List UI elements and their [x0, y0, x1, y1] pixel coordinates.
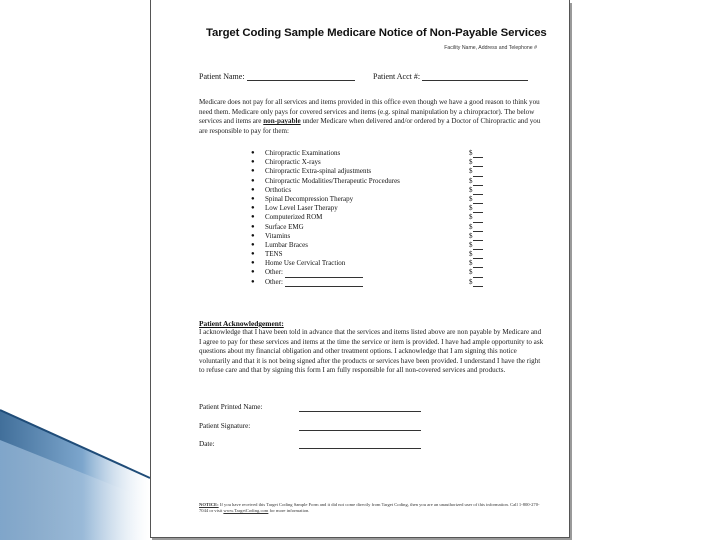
price-symbol: $	[469, 231, 473, 240]
price-blank[interactable]	[473, 242, 483, 250]
service-item	[251, 204, 471, 213]
service-name: Chiropractic Extra-spinal adjustments	[265, 167, 372, 176]
date-label: Date:	[199, 440, 215, 448]
price-symbol: $	[469, 185, 473, 194]
price-blank[interactable]	[473, 224, 483, 232]
acknowledgement-heading: Patient Acknowledgement:	[199, 319, 284, 328]
price-blank[interactable]	[473, 178, 483, 186]
patient-name-label: Patient Name:	[199, 72, 245, 81]
price-symbol: $	[469, 259, 473, 268]
bullet-icon: ●	[251, 168, 255, 175]
service-price	[469, 177, 483, 186]
bullet-icon: ●	[251, 269, 255, 276]
service-price	[469, 241, 483, 250]
service-name: Chiropractic X-rays	[265, 158, 321, 167]
intro-paragraph	[199, 98, 544, 136]
patient-name-blank[interactable]	[247, 72, 355, 81]
price-symbol: $	[469, 194, 473, 203]
service-name: Orthotics	[265, 185, 292, 194]
price-symbol: $	[469, 268, 473, 277]
price-blank[interactable]	[473, 260, 483, 268]
price-symbol: $	[469, 213, 473, 222]
other-service-blank[interactable]	[285, 270, 363, 278]
service-item	[251, 268, 471, 277]
patient-acct-label: Patient Acct #:	[373, 72, 421, 81]
service-name-text: Other:	[265, 268, 283, 277]
service-price	[469, 223, 483, 232]
bullet-icon: ●	[251, 195, 255, 202]
patient-name-field	[199, 72, 355, 81]
patient-acct-field	[373, 72, 528, 81]
service-price	[469, 232, 483, 241]
notice-tail: for more information.	[269, 508, 310, 514]
service-item	[251, 195, 471, 204]
service-name	[265, 278, 363, 287]
service-name: Home Use Cervical Traction	[265, 259, 346, 268]
other-service-blank[interactable]	[285, 279, 363, 287]
price-symbol: $	[469, 277, 473, 286]
bullet-icon: ●	[251, 205, 255, 212]
service-name: Computerized ROM	[265, 213, 323, 222]
bullet-icon: ●	[251, 241, 255, 248]
service-name	[265, 268, 363, 277]
price-symbol: $	[469, 149, 473, 157]
service-price	[469, 213, 483, 222]
price-symbol: $	[469, 240, 473, 249]
service-price	[469, 186, 483, 195]
bullet-icon: ●	[251, 251, 255, 258]
notice-document	[150, 0, 570, 538]
service-item	[251, 158, 471, 167]
service-item	[251, 177, 471, 186]
service-price	[469, 149, 483, 158]
price-symbol: $	[469, 222, 473, 231]
bullet-icon: ●	[251, 278, 255, 285]
price-blank[interactable]	[473, 196, 483, 204]
price-blank[interactable]	[473, 270, 483, 278]
services-list	[251, 149, 471, 287]
notice-footer	[199, 502, 544, 515]
service-item	[251, 250, 471, 259]
bullet-icon: ●	[251, 150, 255, 156]
service-price	[469, 158, 483, 167]
price-blank[interactable]	[473, 159, 483, 167]
bullet-icon: ●	[251, 186, 255, 193]
signature-label: Patient Signature:	[199, 422, 251, 430]
bullet-icon: ●	[251, 214, 255, 221]
bullet-icon: ●	[251, 232, 255, 239]
intro-text-1: Medicare does not pay for all services and items provided in this office even though we have a good reason to think you need them. Medicare only pays for covered services and items (e.g. spinal manipulation by a chiropractor). The below services and items are	[199, 98, 540, 126]
price-blank[interactable]	[473, 251, 483, 259]
price-blank[interactable]	[473, 169, 483, 177]
notice-link[interactable]: www.TargetCoding.com	[223, 508, 269, 514]
service-item	[251, 278, 471, 287]
service-price	[469, 259, 483, 268]
service-item	[251, 149, 471, 158]
facility-placeholder: Facility Name, Address and Telephone #	[444, 45, 537, 51]
service-name: Lumbar Braces	[265, 240, 308, 249]
price-symbol: $	[469, 204, 473, 213]
service-item	[251, 186, 471, 195]
service-item	[251, 232, 471, 241]
service-price	[469, 268, 483, 277]
notice-text: If you have received this Target Coding Sample Form and it did not come directly from Target Coding, then you are an unauthorized user of this information. Call 1-800-270-7044 or visit	[199, 502, 540, 514]
acknowledgement-paragraph: I acknowledge that I have been told in advance that the services and items listed above are non payable by Medicare and I agree to pay for these services and items at the time the service or item is provided. I have had ample opportunity to ask questions about my financial obligation and other treatment options. I acknowledge that I am signing this notice voluntarily and that it is not being signed after the products or services have been provided. I understand I have the right to refuse care and that by signing this form I am fully responsible for all non-covered services and products.	[199, 328, 544, 374]
service-price	[469, 250, 483, 259]
service-item	[251, 167, 471, 176]
price-blank[interactable]	[473, 187, 483, 195]
service-name: Low Level Laser Therapy	[265, 204, 338, 213]
bullet-icon: ●	[251, 260, 255, 267]
price-blank[interactable]	[473, 215, 483, 223]
intro-text-2: under Medicare when delivered and/or ordered by a Doctor of Chiropractic and you are responsible to pay for them:	[199, 117, 541, 135]
price-blank[interactable]	[473, 150, 483, 158]
intro-emphasis: non-payable	[263, 117, 301, 126]
bullet-icon: ●	[251, 223, 255, 230]
price-symbol: $	[469, 176, 473, 185]
price-blank[interactable]	[473, 279, 483, 287]
bullet-icon: ●	[251, 177, 255, 184]
service-item	[251, 241, 471, 250]
printed-name-label: Patient Printed Name:	[199, 403, 263, 411]
bullet-icon: ●	[251, 159, 255, 166]
price-blank[interactable]	[473, 205, 483, 213]
date-line[interactable]	[299, 447, 421, 449]
service-name: Vitamins	[265, 231, 291, 240]
price-symbol: $	[469, 167, 473, 176]
price-symbol: $	[469, 158, 473, 167]
document-title: Target Coding Sample Medicare Notice of Non-Payable Services	[206, 27, 547, 39]
signature-line[interactable]	[299, 429, 421, 431]
printed-name-line[interactable]	[299, 410, 421, 412]
service-name: TENS	[265, 250, 283, 259]
notice-label: NOTICE:	[199, 502, 219, 507]
service-name: Surface EMG	[265, 222, 304, 231]
service-price	[469, 278, 483, 287]
price-symbol: $	[469, 250, 473, 259]
service-price	[469, 195, 483, 204]
service-price	[469, 167, 483, 176]
price-blank[interactable]	[473, 233, 483, 241]
patient-acct-blank[interactable]	[422, 72, 528, 81]
service-name: Chiropractic Examinations	[265, 149, 341, 157]
service-name: Spinal Decompression Therapy	[265, 194, 354, 203]
service-name-text: Other:	[265, 277, 283, 286]
service-item	[251, 223, 471, 232]
service-price	[469, 204, 483, 213]
service-name: Chiropractic Modalities/Therapeutic Procedures	[265, 176, 400, 185]
service-item	[251, 259, 471, 268]
service-item	[251, 213, 471, 222]
